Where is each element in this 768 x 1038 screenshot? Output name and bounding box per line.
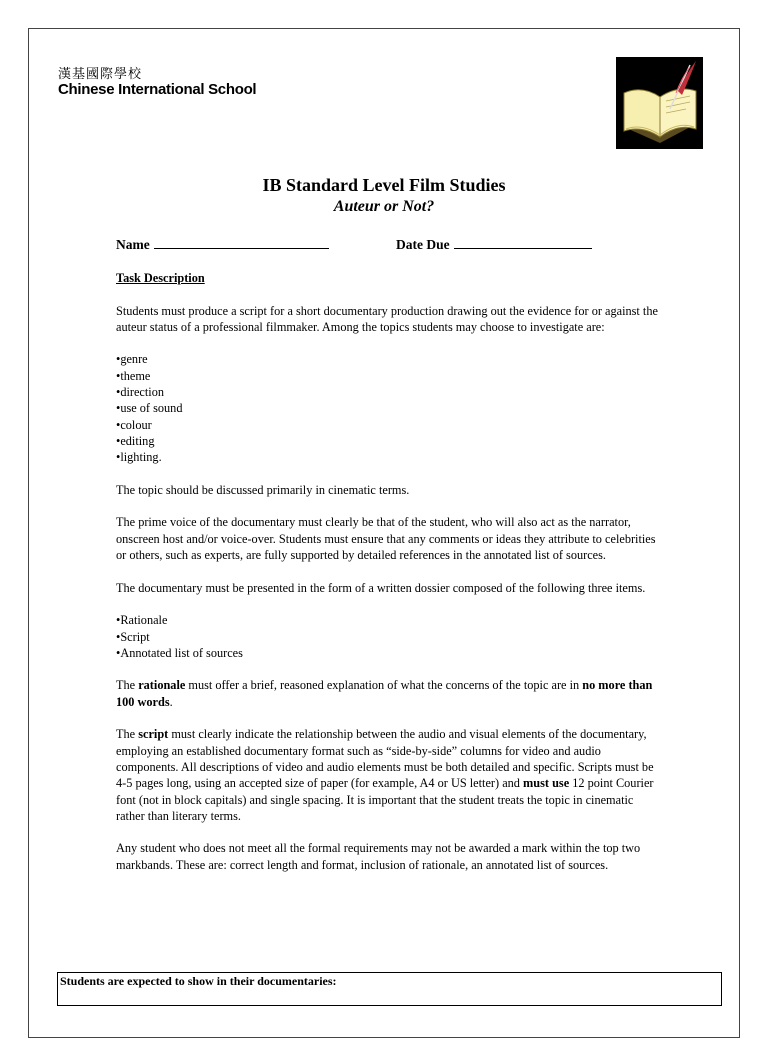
date-due-label: Date Due — [396, 237, 450, 252]
list-item: • Rationale — [116, 612, 661, 628]
script-text-pre: The — [116, 727, 139, 742]
rationale-text-pre: The — [116, 678, 139, 693]
book-quill-icon — [616, 57, 703, 149]
task-content — [116, 270, 661, 889]
task-intro: Students must produce a script for a short documentary production drawing out the evidence for or against the auteur status of a professional filmmaker. Among the topics students may choose to investigate are: — [116, 303, 658, 334]
list-item: • direction — [116, 384, 661, 400]
rationale-term: rationale — [138, 678, 186, 693]
document-title: IB Standard Level Film Studies — [262, 175, 506, 195]
prime-voice-paragraph: The prime voice of the documentary must clearly be that of the student, who will also act as the narrator, onscreen host and/or voice-over. Students must ensure that any comments or ideas they attribute to celebrities or others, such as experts, are fully supported by detailed references in the annotated list of sources. — [116, 515, 656, 563]
list-item: • genre — [116, 351, 661, 367]
task-heading: Task Description — [116, 271, 205, 285]
school-name-chinese: 漢基國際學校 — [58, 67, 143, 82]
requirements-paragraph: Any student who does not meet all the formal requirements may not be awarded a mark within the top two markbands. These are: correct length and format, inclusion of rationale, an annotated list of sources. — [116, 841, 641, 872]
expectations-box — [57, 972, 722, 1006]
rationale-paragraph — [116, 677, 661, 710]
name-field[interactable] — [116, 235, 329, 253]
rationale-text-post: . — [169, 694, 173, 709]
date-due-field[interactable] — [396, 235, 592, 253]
dossier-paragraph: The documentary must be presented in the form of a written dossier composed of the following three items. — [116, 580, 646, 595]
topic-list — [116, 351, 661, 465]
list-item: • use of sound — [116, 400, 661, 416]
document-subtitle: Auteur or Not? — [333, 198, 435, 215]
name-blank-line[interactable] — [154, 235, 329, 249]
dossier-items-list — [116, 612, 661, 661]
rationale-word-limit: no more than 100 words — [116, 678, 653, 709]
list-item: • colour — [116, 417, 661, 433]
list-item: • Annotated list of sources — [116, 645, 661, 661]
script-term: script — [138, 727, 169, 742]
script-text-mid: must clearly indicate the relationship between the audio and visual elements of the documentary, employing an established documentary format such as “side-by-side” columns for video and audio components. All descriptions of video and audio elements must be both detailed and specific. Scripts must be 4-5 pages long, using an accepted size of paper (for example, A4 or US letter) and — [116, 727, 654, 791]
cinematic-terms-paragraph: The topic should be discussed primarily in cinematic terms. — [116, 482, 410, 497]
list-item: • Script — [116, 629, 661, 645]
rationale-text-mid: must offer a brief, reasoned explanation of what the concerns of the topic are in — [185, 678, 583, 693]
date-due-blank-line[interactable] — [454, 235, 592, 249]
script-paragraph — [116, 726, 661, 824]
list-item: • editing — [116, 433, 661, 449]
school-name-english: Chinese International School — [58, 81, 257, 98]
script-text-post: 12 point Courier font (not in block capitals) and single spacing. It is important that the student treats the topic in cinematic rather than literary terms. — [116, 776, 654, 823]
expectations-heading: Students are expected to show in their documentaries: — [60, 974, 337, 988]
list-item: • theme — [116, 368, 661, 384]
script-must-use: must use — [523, 776, 570, 791]
name-label: Name — [116, 237, 150, 252]
list-item: • lighting. — [116, 449, 661, 465]
